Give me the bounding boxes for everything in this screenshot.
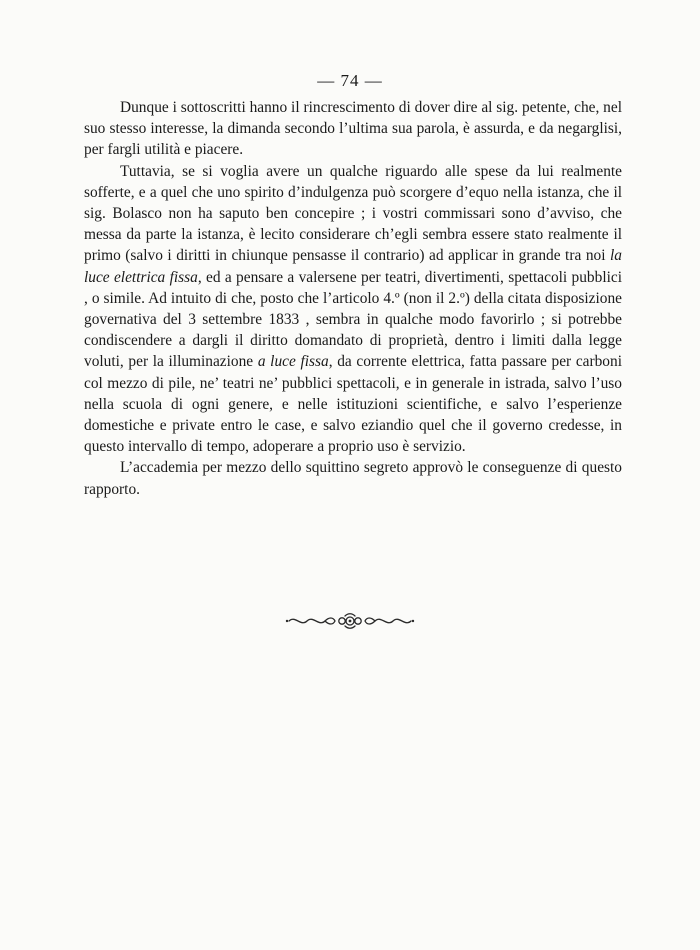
paragraph-2-part-2: , ed a pensare a valersene per teatri, divertimenti, spettacoli pubblici , o simile. Ad intuito di che, posto che l’articolo 4.º (non il 2.º) della citata disposizione governativa del 3 settembre 1833 , sembra in qualche modo favorirlo ; si potrebbe condiscendere a dargli il diritto domandato di proprietà, dentro i limiti dalla legge voluti, per la illuminazione bbox=[84, 268, 622, 371]
paragraph-2-part-1: Tuttavia, se si voglia avere un qualche riguardo alle spese da lui realmente sofferte, e a quel che uno spirito d’indulgenza può scorgere d’equo nella istanza, che il sig. Bolasco non ha saputo ben concepire ; i vostri commissari sono d’avviso, che messa da parte la istanza, è lecito considerare ch’egli sembra essere stato realmente il primo (salvo i diritti in chiunque pensasse il contrario) ad applicar in grande tra noi bbox=[84, 162, 622, 265]
paragraph-2-italic-1: la luce elettrica fissa bbox=[84, 247, 622, 286]
paragraph-1-text: Dunque i sottoscritti hanno il rincrescimento di dover dire al sig. petente, che, nel suo stesso interesse, la dimanda secondo l’ultima sua parola, è assurda, e da negarglisi, per fargli utilità e piacere. bbox=[84, 99, 622, 159]
body-text bbox=[84, 97, 622, 500]
paragraph-2-part-3: , da corrente elettrica, fatta passare per carboni col mezzo di pile, ne’ teatri ne’ pubblici spettacoli, e in generale in istrada, salvo l’uso nella scuola di ogni genere, e nelle istituzioni scientifiche, e salvo l’esperienze domestiche e private entro le case, e salvo eziandio quel che il governo credesse, in questo intervallo di tempo, adoperare a proprio uso è servizio. bbox=[84, 353, 622, 456]
paragraph-2 bbox=[84, 161, 622, 458]
paragraph-3 bbox=[84, 457, 622, 499]
paragraph-1 bbox=[84, 97, 622, 161]
paragraph-2-italic-2: a luce fissa bbox=[257, 353, 329, 371]
ornamental-divider-icon bbox=[285, 612, 415, 630]
page-number: — 74 — bbox=[317, 71, 383, 90]
paragraph-3-text: L’accademia per mezzo dello squittino segreto approvò le conseguenze di questo rapporto. bbox=[84, 459, 622, 498]
